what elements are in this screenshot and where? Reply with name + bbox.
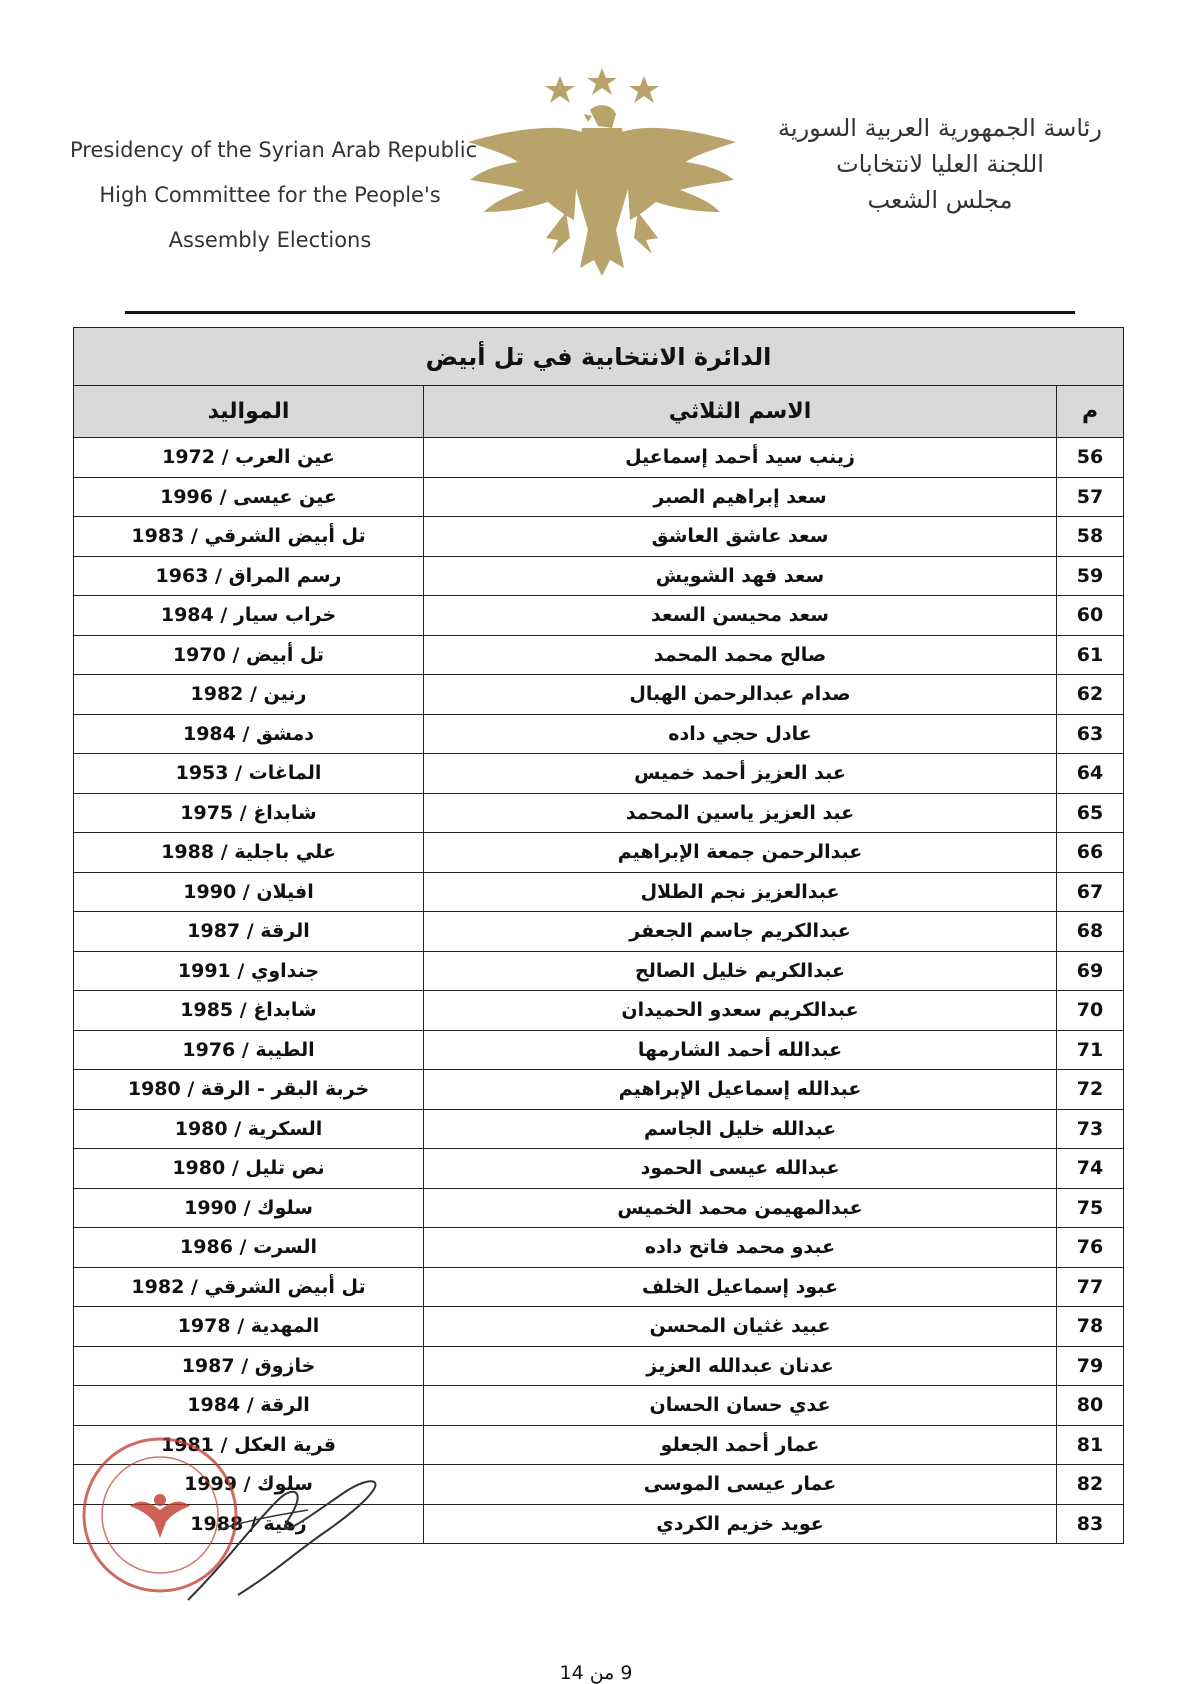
table-row: [74, 714, 1124, 754]
birth-place-year: قرية العكل / 1981: [74, 1425, 424, 1465]
document-header: [0, 0, 1192, 300]
birth-place-year: سلوك / 1999: [74, 1465, 424, 1505]
candidate-name: عبود إسماعيل الخلف: [424, 1267, 1057, 1307]
table-row: [74, 754, 1124, 794]
english-line: Presidency of the Syrian Arab Republic: [70, 138, 478, 162]
birth-place-year: عين العرب / 1972: [74, 438, 424, 478]
english-line: Assembly Elections: [168, 228, 372, 252]
birth-place-year: افيلان / 1990: [74, 872, 424, 912]
row-number: 67: [1057, 872, 1124, 912]
row-number: 65: [1057, 793, 1124, 833]
birth-place-year: الرقة / 1984: [74, 1386, 424, 1426]
candidate-name: عبدالكريم خليل الصالح: [424, 951, 1057, 991]
table-row: [74, 951, 1124, 991]
candidate-name: زينب سيد أحمد إسماعيل: [424, 438, 1057, 478]
table-row: [74, 556, 1124, 596]
row-number: 77: [1057, 1267, 1124, 1307]
table-row: [74, 912, 1124, 952]
row-number: 75: [1057, 1188, 1124, 1228]
table-row: [74, 477, 1124, 517]
eagle-emblem-icon: [462, 62, 742, 282]
candidate-name: عدنان عبدالله العزيز: [424, 1346, 1057, 1386]
birth-place-year: دمشق / 1984: [74, 714, 424, 754]
row-number: 60: [1057, 596, 1124, 636]
row-number: 57: [1057, 477, 1124, 517]
birth-place-year: رنين / 1982: [74, 675, 424, 715]
official-stamp-signature: [78, 1410, 408, 1620]
table-row: [74, 872, 1124, 912]
row-number: 72: [1057, 1070, 1124, 1110]
birth-place-year: رسم المراق / 1963: [74, 556, 424, 596]
birth-place-year: الماغات / 1953: [74, 754, 424, 794]
star-icon: [545, 76, 575, 103]
candidate-name: سعد محيسن السعد: [424, 596, 1057, 636]
row-number: 82: [1057, 1465, 1124, 1505]
birth-place-year: تل أبيض / 1970: [74, 635, 424, 675]
row-number: 76: [1057, 1228, 1124, 1268]
candidate-name: عمار عيسى الموسى: [424, 1465, 1057, 1505]
birth-place-year: تل أبيض الشرقي / 1983: [74, 517, 424, 557]
birth-place-year: الرقة / 1987: [74, 912, 424, 952]
row-number: 83: [1057, 1504, 1124, 1544]
row-number: 80: [1057, 1386, 1124, 1426]
table-row: [74, 596, 1124, 636]
birth-place-year: علي باجلية / 1988: [74, 833, 424, 873]
row-number: 61: [1057, 635, 1124, 675]
table-row: [74, 675, 1124, 715]
row-number: 74: [1057, 1149, 1124, 1189]
table-row: [74, 1188, 1124, 1228]
header-divider: [125, 311, 1075, 314]
table-row: [74, 1346, 1124, 1386]
candidate-name: عبد العزيز ياسين المحمد: [424, 793, 1057, 833]
row-number: 63: [1057, 714, 1124, 754]
table-row: [74, 1109, 1124, 1149]
birth-place-year: سلوك / 1990: [74, 1188, 424, 1228]
table-row: [74, 635, 1124, 675]
column-header-birth: المواليد: [74, 386, 424, 438]
birth-place-year: عين عيسى / 1996: [74, 477, 424, 517]
star-icon: [587, 68, 617, 95]
star-icon: [629, 76, 659, 103]
table-row: [74, 833, 1124, 873]
row-number: 66: [1057, 833, 1124, 873]
row-number: 62: [1057, 675, 1124, 715]
page-number: 9 من 14: [559, 1662, 633, 1684]
row-number: 81: [1057, 1425, 1124, 1465]
birth-place-year: خربة البقر - الرقة / 1980: [74, 1070, 424, 1110]
arabic-line: اللجنة العليا لانتخابات: [836, 150, 1044, 178]
candidate-name: عويد خزيم الكردي: [424, 1504, 1057, 1544]
candidate-name: عبدالله إسماعيل الإبراهيم: [424, 1070, 1057, 1110]
row-number: 78: [1057, 1307, 1124, 1347]
birth-place-year: تل أبيض الشرقي / 1982: [74, 1267, 424, 1307]
birth-place-year: جنداوي / 1991: [74, 951, 424, 991]
table-row: [74, 438, 1124, 478]
candidate-name: عبد العزيز أحمد خميس: [424, 754, 1057, 794]
arabic-authority-name: [770, 110, 1110, 218]
row-number: 73: [1057, 1109, 1124, 1149]
birth-place-year: خراب سيار / 1984: [74, 596, 424, 636]
table-row: [74, 1228, 1124, 1268]
birth-place-year: شابداغ / 1975: [74, 793, 424, 833]
candidate-name: سعد إبراهيم الصبر: [424, 477, 1057, 517]
candidate-name: صدام عبدالرحمن الهبال: [424, 675, 1057, 715]
candidate-name: عبدالكريم جاسم الجعفر: [424, 912, 1057, 952]
row-number: 71: [1057, 1030, 1124, 1070]
candidate-name: سعد عاشق العاشق: [424, 517, 1057, 557]
table-row: [74, 793, 1124, 833]
candidate-name: عبيد غثيان المحسن: [424, 1307, 1057, 1347]
candidate-name: عبدو محمد فاتح داده: [424, 1228, 1057, 1268]
column-header-name: الاسم الثلاثي: [424, 386, 1057, 438]
table-body: [74, 438, 1124, 1544]
candidate-name: عبدالرحمن جمعة الإبراهيم: [424, 833, 1057, 873]
row-number: 69: [1057, 951, 1124, 991]
row-number: 59: [1057, 556, 1124, 596]
candidate-name: عبدالله أحمد الشارمها: [424, 1030, 1057, 1070]
row-number: 68: [1057, 912, 1124, 952]
table-row: [74, 1030, 1124, 1070]
column-header-number: م: [1057, 386, 1124, 438]
candidate-name: سعد فهد الشويش: [424, 556, 1057, 596]
table-row: [74, 1070, 1124, 1110]
birth-place-year: المهدية / 1978: [74, 1307, 424, 1347]
district-title: الدائرة الانتخابية في تل أبيض: [74, 328, 1124, 386]
birth-place-year: السرت / 1986: [74, 1228, 424, 1268]
candidates-table: [73, 327, 1124, 1544]
table-row: [74, 1307, 1124, 1347]
candidate-name: صالح محمد المحمد: [424, 635, 1057, 675]
row-number: 70: [1057, 991, 1124, 1031]
birth-place-year: السكرية / 1980: [74, 1109, 424, 1149]
arabic-line: مجلس الشعب: [867, 186, 1013, 214]
birth-place-year: شابداغ / 1985: [74, 991, 424, 1031]
arabic-line: رئاسة الجمهورية العربية السورية: [778, 114, 1102, 142]
birth-place-year: الطيبة / 1976: [74, 1030, 424, 1070]
candidate-name: عبدالعزيز نجم الطلال: [424, 872, 1057, 912]
row-number: 79: [1057, 1346, 1124, 1386]
row-number: 56: [1057, 438, 1124, 478]
row-number: 64: [1057, 754, 1124, 794]
english-authority-name: [70, 128, 478, 263]
birth-place-year: زهية / 1988: [74, 1504, 424, 1544]
table-row: [74, 517, 1124, 557]
candidate-name: عبدالله عيسى الحمود: [424, 1149, 1057, 1189]
candidate-name: عبدالله خليل الجاسم: [424, 1109, 1057, 1149]
row-number: 58: [1057, 517, 1124, 557]
candidate-name: عدي حسان الحسان: [424, 1386, 1057, 1426]
english-line: High Committee for the People's: [99, 183, 441, 207]
candidate-name: عادل حجي داده: [424, 714, 1057, 754]
birth-place-year: نص تليل / 1980: [74, 1149, 424, 1189]
table-row: [74, 991, 1124, 1031]
candidate-name: عمار أحمد الجعلو: [424, 1425, 1057, 1465]
table-row: [74, 1267, 1124, 1307]
table-row: [74, 1149, 1124, 1189]
candidate-name: عبدالمهيمن محمد الخميس: [424, 1188, 1057, 1228]
candidate-name: عبدالكريم سعدو الحميدان: [424, 991, 1057, 1031]
birth-place-year: خازوق / 1987: [74, 1346, 424, 1386]
